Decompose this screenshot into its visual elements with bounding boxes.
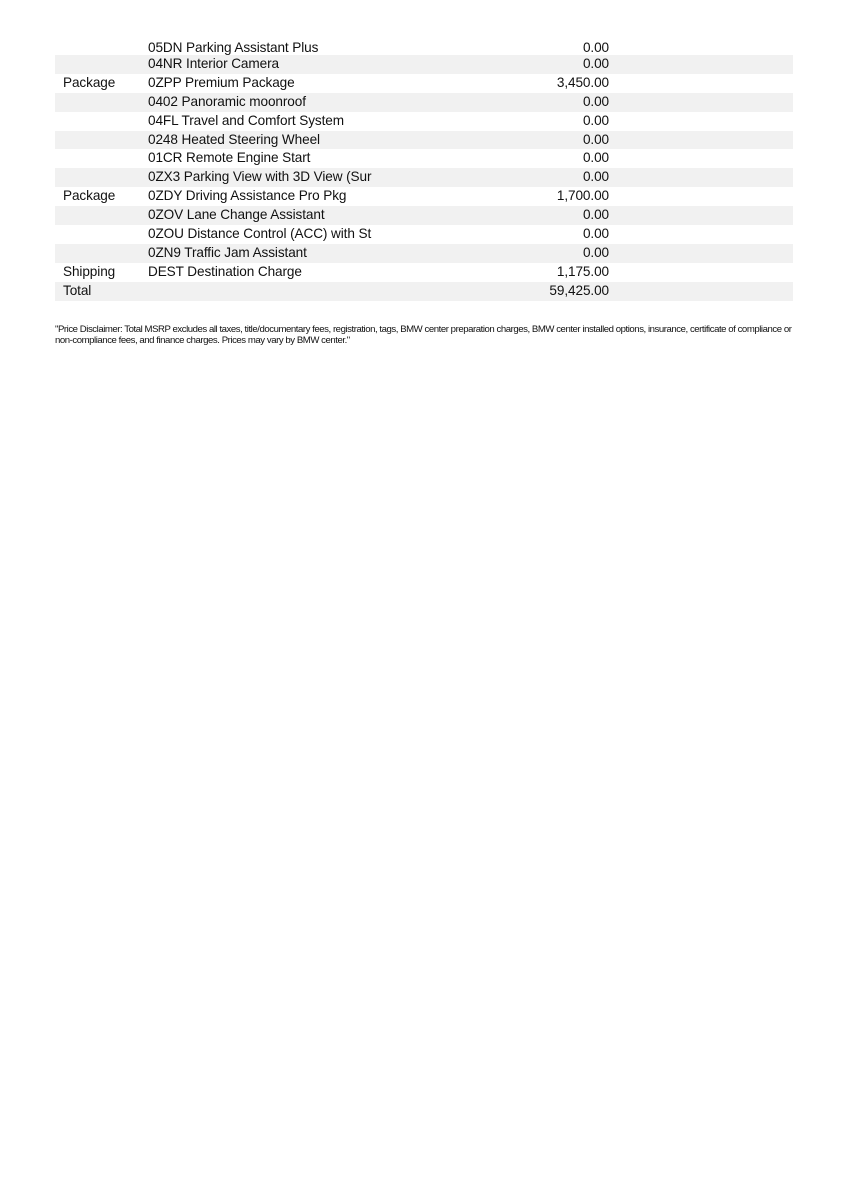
row-amount: 0.00 bbox=[582, 169, 609, 185]
table-row bbox=[55, 168, 793, 187]
price-disclaimer: "Price Disclaimer: Total MSRP excludes all taxes, title/documentary fees, registration, tags, BMW center preparation charges, BMW center installed options, insurance, certificate of compliance or non-compliance fees, and finance charges. Prices may vary by BMW center." bbox=[55, 323, 792, 347]
row-amount: 0.00 bbox=[582, 56, 609, 71]
row-description: 01CR Remote Engine Start bbox=[148, 150, 311, 166]
table-row bbox=[55, 149, 793, 168]
row-amount: 0.00 bbox=[582, 131, 609, 147]
row-description: 04FL Travel and Comfort System bbox=[148, 112, 344, 128]
row-category: Package bbox=[63, 74, 116, 90]
row-description: 0ZX3 Parking View with 3D View (Sur bbox=[148, 169, 372, 185]
row-category: Package bbox=[63, 188, 116, 204]
row-category: Shipping bbox=[63, 263, 116, 279]
row-description: 0248 Heated Steering Wheel bbox=[148, 131, 320, 147]
row-amount: 0.00 bbox=[582, 93, 609, 109]
row-description: 0ZN9 Traffic Jam Assistant bbox=[148, 244, 307, 260]
total-amount: 59,425.00 bbox=[549, 282, 609, 298]
table-row bbox=[55, 93, 793, 112]
table-row bbox=[55, 40, 793, 55]
row-amount: 1,175.00 bbox=[556, 263, 609, 279]
row-amount: 0.00 bbox=[582, 40, 609, 55]
table-row bbox=[55, 55, 793, 74]
row-description: 0ZPP Premium Package bbox=[148, 74, 295, 90]
table-row bbox=[55, 244, 793, 263]
table-row bbox=[55, 112, 793, 131]
row-description: DEST Destination Charge bbox=[148, 263, 302, 279]
row-description: 0ZOV Lane Change Assistant bbox=[148, 207, 325, 223]
row-description: 0402 Panoramic moonroof bbox=[148, 93, 306, 109]
row-amount: 3,450.00 bbox=[556, 74, 609, 90]
total-row bbox=[55, 282, 793, 301]
row-description: 0ZDY Driving Assistance Pro Pkg bbox=[148, 188, 347, 204]
table-row bbox=[55, 131, 793, 150]
table-row bbox=[55, 263, 793, 282]
table-row bbox=[55, 225, 793, 244]
row-description: 04NR Interior Camera bbox=[148, 56, 279, 71]
row-description: 05DN Parking Assistant Plus bbox=[148, 40, 319, 55]
row-amount: 0.00 bbox=[582, 112, 609, 128]
price-breakdown-table bbox=[55, 40, 793, 301]
row-amount: 0.00 bbox=[582, 226, 609, 242]
row-description: 0ZOU Distance Control (ACC) with St bbox=[148, 226, 372, 242]
total-label: Total bbox=[63, 282, 92, 298]
table-row bbox=[55, 187, 793, 206]
row-amount: 0.00 bbox=[582, 207, 609, 223]
row-amount: 0.00 bbox=[582, 150, 609, 166]
row-amount: 1,700.00 bbox=[556, 188, 609, 204]
table-row bbox=[55, 206, 793, 225]
table-row bbox=[55, 74, 793, 93]
row-amount: 0.00 bbox=[582, 244, 609, 260]
